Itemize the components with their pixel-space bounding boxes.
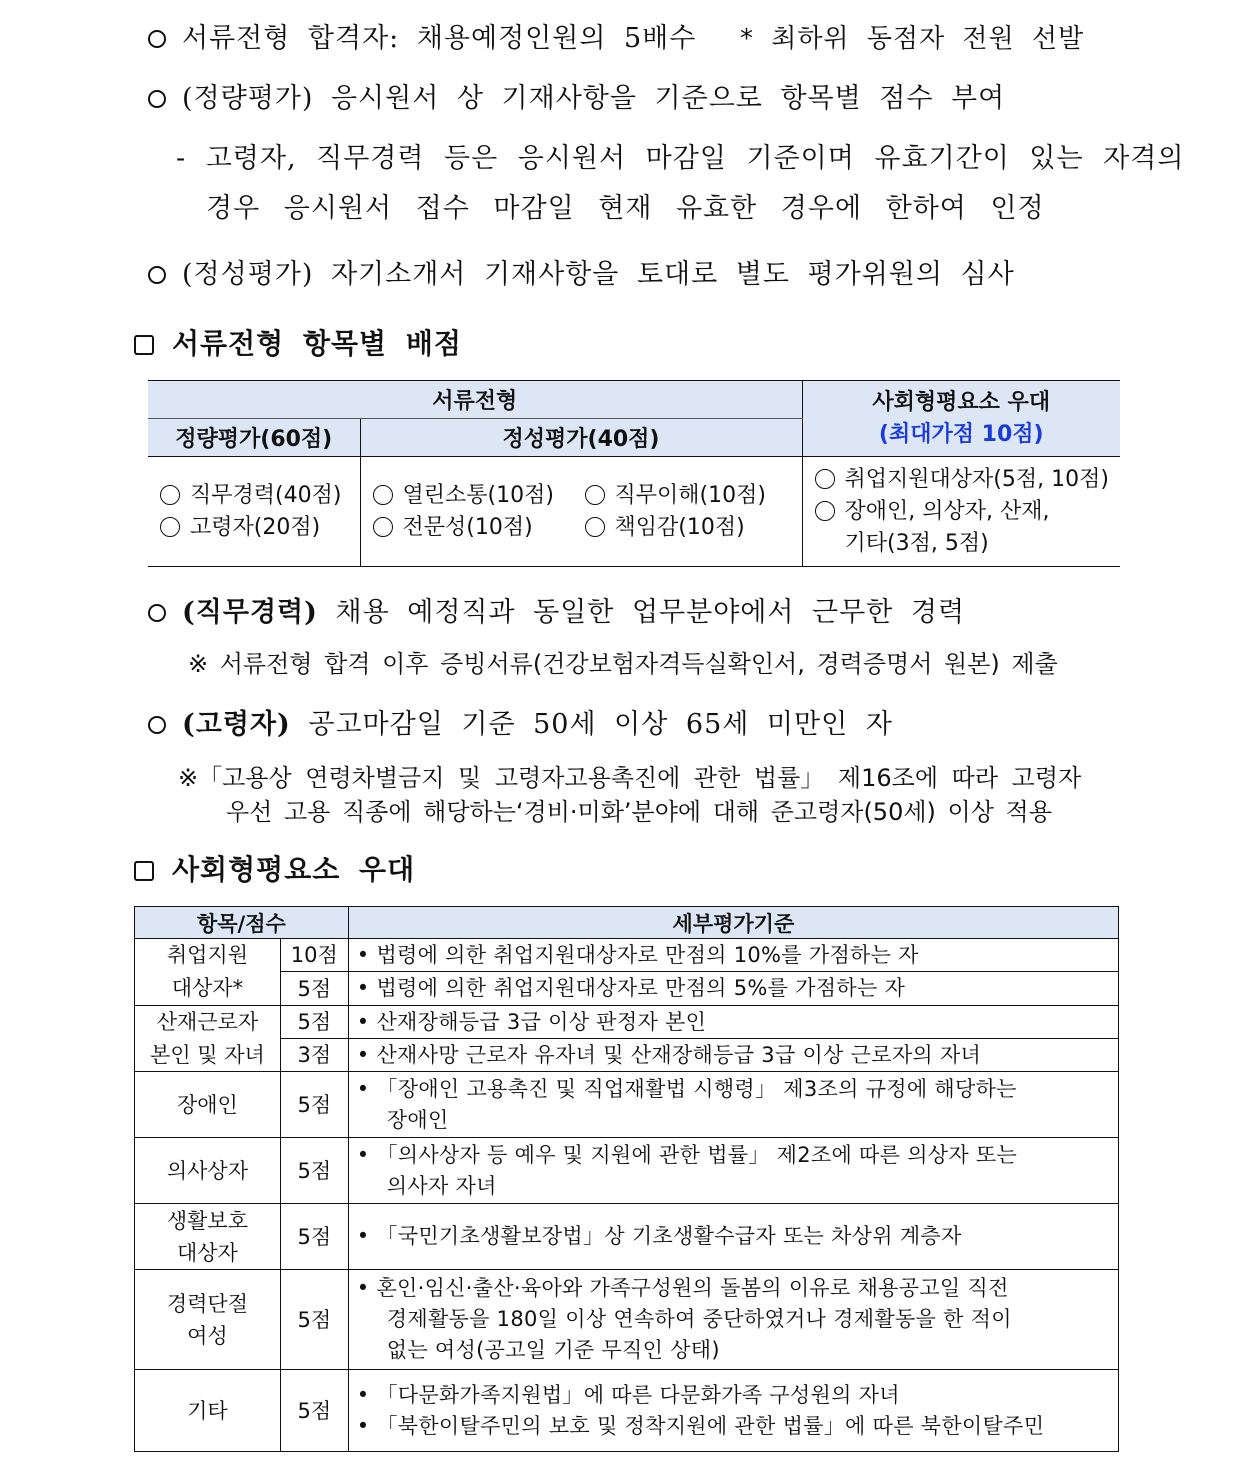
intro-line-1-note: * 최하위 동점자 전원 선발: [739, 24, 1085, 54]
career-note: ※ 서류전형 합격 이후 증빙서류(건강보험자격득실확인서, 경력증명서 원본) 제출: [188, 650, 1058, 678]
intro-line-2: (정량평가) 응시원서 상 기재사항을 기준으로 항목별 점수 부여: [148, 76, 1005, 115]
header-item-score: 항목/점수: [135, 907, 349, 939]
scoring-table: [148, 380, 1120, 567]
elder-line: (고령자) 공고마감일 기준 50세 이상 65세 미만인 자: [148, 702, 893, 741]
circle-bullet-icon: [148, 266, 166, 284]
intro-line-1: 서류전형 합격자: 채용예정인원의 5배수 * 최하위 동점자 전원 선발: [148, 16, 1084, 55]
circle-bullet-icon: [815, 501, 835, 521]
circle-bullet-icon: [373, 517, 393, 537]
circle-bullet-icon: [815, 469, 835, 489]
career-line: (직무경력) 채용 예정직과 동일한 업무분야에서 근무한 경력: [148, 590, 965, 629]
social-equity-items: [802, 457, 1120, 567]
header-quantitative: 정량평가(60점): [148, 419, 360, 457]
header-criteria: 세부평가기준: [348, 907, 1118, 939]
quantitative-items: [148, 457, 360, 567]
section-1-title: 서류전형 항목별 배점: [134, 322, 462, 362]
square-bullet-icon: [134, 861, 154, 881]
circle-bullet-icon: [585, 485, 605, 505]
list-item-continued: 기타(3점, 5점): [844, 530, 989, 556]
qualitative-items: [360, 457, 802, 567]
list-item: 장애인, 의상자, 산재,: [815, 496, 1120, 528]
square-bullet-icon: [134, 335, 154, 355]
list-item: 열린소통(10점) 직무이해(10점): [373, 480, 801, 512]
intro-line-3a: - 고령자, 직무경력 등은 응시원서 마감일 기준이며 유효기간이 있는 자격의: [176, 143, 1185, 174]
table-row: 취업지원 10점 • 법령에 의한 취업지원대상자로 만점의 10%를 가점하는 자: [135, 939, 1119, 972]
intro-line-4: (정성평가) 자기소개서 기재사항을 토대로 별도 평가위원의 심사: [148, 252, 1015, 291]
table-row: 산재근로자 5점 • 산재장해등급 3급 이상 판정자 본인: [135, 1006, 1119, 1039]
circle-bullet-icon: [148, 90, 166, 108]
elder-note-b: 우선 고용 직종에 해당하는‘경비·미화’분야에 대해 준고령자(50세) 이상 적용: [226, 798, 1052, 826]
career-heading: (직무경력): [182, 597, 318, 628]
header-document-screening: 서류전형: [148, 381, 802, 419]
section-2-title: 사회형평요소 우대: [134, 848, 415, 888]
intro-line-3b: 경우 응시원서 접수 마감일 현재 유효한 경우에 한하여 인정: [206, 193, 1045, 224]
circle-bullet-icon: [148, 604, 166, 622]
elder-heading: (고령자): [182, 709, 291, 740]
list-item: 취업지원대상자(5점, 10점): [815, 464, 1120, 496]
table-row: 경력단절 여성 5점 • 혼인·임신·출산·육아와 가족구성원의 돌봄의 이유로 채용공고일 직전 경제활동을 180일 이상 연속하여 중단하였거나 경제활동을 한 적이 없는 여성(공고일 기준 무직인 상태): [135, 1270, 1119, 1370]
list-item: 전문성(10점) 책임감(10점): [373, 512, 801, 544]
circle-bullet-icon: [160, 517, 180, 537]
table-row: 장애인 5점 • 「장애인 고용촉진 및 직업재활법 시행령」 제3조의 규정에 해당하는 장애인: [135, 1072, 1119, 1138]
table-row: 기타 5점 • 「다문화가족지원법」에 따른 다문화가족 구성원의 자녀 • 「북한이탈주민의 보호 및 정착지원에 관한 법률」에 따른 북한이탈주민: [135, 1370, 1119, 1452]
header-social-equity: 사회형평요소 우대 (최대가점 10점): [802, 381, 1120, 457]
elder-note-a: ※「고용상 연령차별금지 및 고령자고용촉진에 관한 법률」 제16조에 따라 고령자: [178, 764, 1082, 792]
table-row: 대상자* 5점 • 법령에 의한 취업지원대상자로 만점의 5%를 가점하는 자: [135, 972, 1119, 1006]
header-qualitative: 정성평가(40점): [360, 419, 802, 457]
social-equity-table: [134, 906, 1119, 1452]
table-row: 의사상자 5점 • 「의사상자 등 예우 및 지원에 관한 법률」 제2조에 따른 의상자 또는 의사자 자녀: [135, 1138, 1119, 1204]
list-item: 고령자(20점): [160, 512, 359, 544]
table-row: 본인 및 자녀 3점 • 산재사망 근로자 유자녀 및 산재장해등급 3급 이상 근로자의 자녀: [135, 1039, 1119, 1072]
table-row: 생활보호 대상자 5점 • 「국민기초생활보장법」상 기초생활수급자 또는 차상위 계층자: [135, 1204, 1119, 1270]
list-item: 직무경력(40점): [160, 480, 359, 512]
circle-bullet-icon: [373, 485, 393, 505]
circle-bullet-icon: [148, 716, 166, 734]
circle-bullet-icon: [585, 517, 605, 537]
header-social-equity-sub: (최대가점 10점): [878, 421, 1044, 447]
circle-bullet-icon: [160, 485, 180, 505]
circle-bullet-icon: [148, 30, 166, 48]
